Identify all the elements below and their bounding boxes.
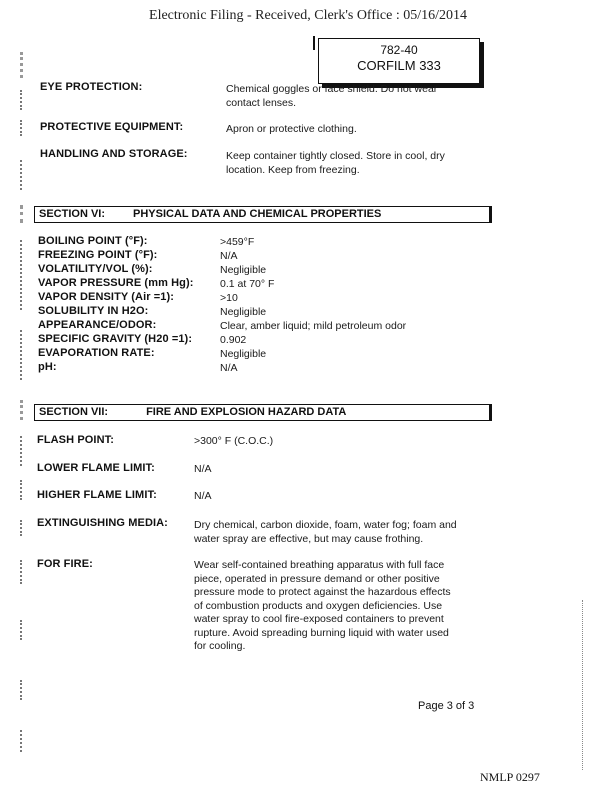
section-6-number: SECTION VI: (39, 208, 106, 220)
eye-protection-label: EYE PROTECTION: (40, 81, 143, 93)
scan-margin-mark (20, 205, 30, 223)
protective-equipment-label: PROTECTIVE EQUIPMENT: (40, 121, 184, 133)
scan-margin-mark (20, 680, 29, 700)
table-row-label: FREEZING POINT (°F): (38, 249, 158, 261)
scan-margin-mark (20, 560, 29, 584)
scan-margin-mark (20, 240, 29, 310)
table-row-label: VAPOR PRESSURE (mm Hg): (38, 277, 194, 289)
for-fire-label: FOR FIRE: (37, 558, 93, 570)
higher-flame-value: N/A (194, 490, 212, 502)
table-row-value: >459°F (220, 236, 255, 248)
table-row-value: Clear, amber liquid; mild petroleum odor (220, 320, 407, 332)
scan-margin-mark (20, 330, 29, 380)
filing-stamp: Electronic Filing - Received, Clerk's Office : 05/16/2014 (149, 8, 467, 23)
table-row-label: EVAPORATION RATE: (38, 347, 155, 359)
extinguishing-media-value: Dry chemical, carbon dioxide, foam, water fog; foam and water spray are effective, but may cause frothing. (194, 519, 457, 545)
scan-margin-mark (20, 520, 29, 536)
lower-flame-label: LOWER FLAME LIMIT: (37, 462, 155, 474)
section-7-number: SECTION VII: (39, 406, 109, 418)
table-row-value: Negligible (220, 306, 267, 318)
table-row-label: pH: (38, 361, 57, 373)
scan-margin-mark (20, 90, 29, 110)
scan-margin-mark (20, 400, 30, 420)
table-row-label: SOLUBILITY IN H2O: (38, 305, 149, 317)
table-row-value: >10 (220, 292, 238, 304)
document-code: NMLP 0297 (480, 770, 540, 784)
scan-margin-mark (20, 480, 29, 500)
section-6-title: PHYSICAL DATA AND CHEMICAL PROPERTIES (133, 208, 382, 220)
table-row-value: 0.902 (220, 334, 247, 346)
product-id-box (318, 38, 480, 84)
section-6-header (34, 206, 492, 223)
handling-storage-label: HANDLING AND STORAGE: (40, 148, 188, 160)
table-row-label: APPEARANCE/ODOR: (38, 319, 157, 331)
product-code: 782-40 (380, 43, 418, 57)
eye-protection-value: Chemical goggles or face shield. Do not wear contact lenses. (226, 83, 438, 109)
protective-equipment-value: Apron or protective clothing. (226, 123, 357, 135)
scan-margin-mark (20, 620, 29, 640)
table-row-value: 0.1 at 70° F (220, 278, 275, 290)
table-row-label: BOILING POINT (°F): (38, 235, 148, 247)
section-7-title: FIRE AND EXPLOSION HAZARD DATA (146, 406, 347, 418)
page-number: Page 3 of 3 (418, 700, 475, 712)
table-row-label: VOLATILITY/VOL (%): (38, 263, 153, 275)
scan-margin-mark (20, 160, 29, 190)
extinguishing-media-label: EXTINGUISHING MEDIA: (37, 517, 168, 529)
lower-flame-value: N/A (194, 463, 212, 475)
scan-margin-mark (20, 120, 29, 136)
for-fire-value: Wear self-contained breathing apparatus with full face piece, operated in pressure demand or other positive pressure mode to protect against the hazardous effects of combustion products and oxygen deficiencies. Use water spray to cool fire-exposed containers to prevent rupture. Avoid spreading burning liquid with water used for cooling. (194, 559, 451, 652)
scan-margin-mark (20, 436, 29, 466)
section-7-header (34, 404, 492, 421)
flash-point-label: FLASH POINT: (37, 434, 114, 446)
higher-flame-label: HIGHER FLAME LIMIT: (37, 489, 157, 501)
product-name: CORFILM 333 (357, 58, 441, 73)
table-row-label: SPECIFIC GRAVITY (H20 =1): (38, 333, 193, 345)
table-row-label: VAPOR DENSITY (Air =1): (38, 291, 175, 303)
table-row-value: Negligible (220, 348, 267, 360)
scan-margin-mark (20, 52, 30, 78)
box-tick-mark (313, 36, 315, 50)
handling-storage-value: Keep container tightly closed. Store in cool, dry location. Keep from freezing. (226, 150, 445, 176)
table-row-value: Negligible (220, 264, 267, 276)
scan-margin-mark (20, 730, 29, 752)
table-row-value: N/A (220, 250, 238, 262)
table-row-value: N/A (220, 362, 238, 374)
scan-edge-artifact (582, 600, 584, 770)
flash-point-value: >300° F (C.O.C.) (194, 435, 274, 447)
